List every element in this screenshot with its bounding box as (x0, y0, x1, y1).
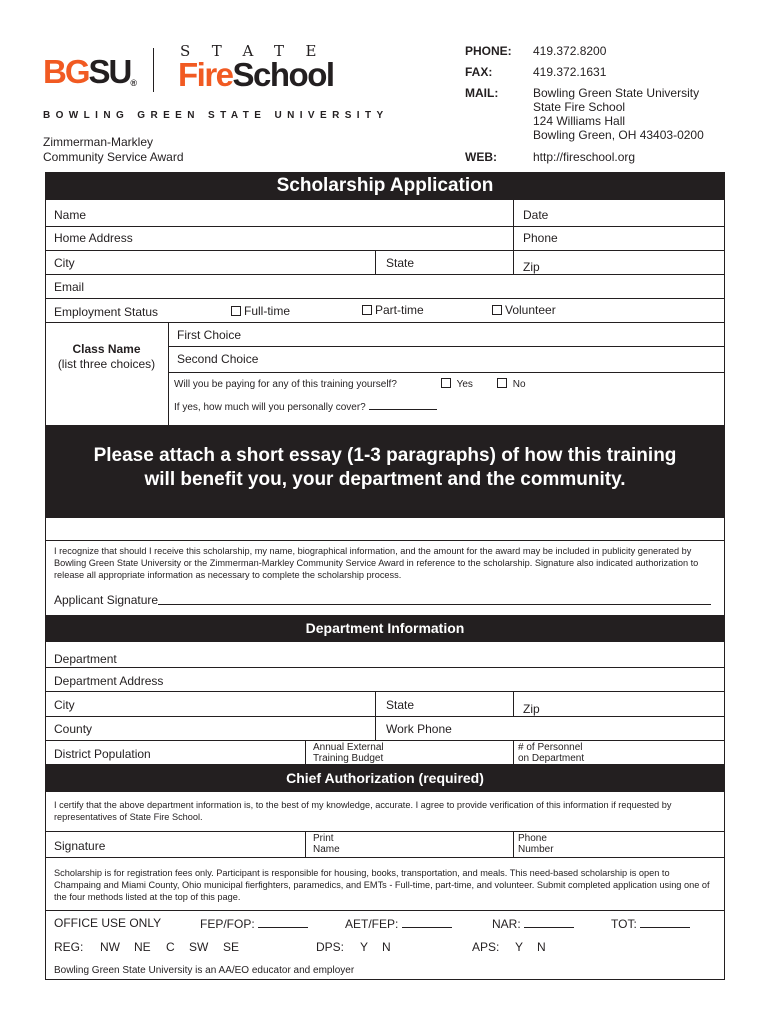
tot-field[interactable]: TOT: (611, 916, 690, 931)
checkbox-icon (441, 378, 451, 388)
checkbox-icon (497, 378, 507, 388)
applicant-signature-field[interactable]: Applicant Signature (54, 593, 718, 607)
work-phone-field[interactable]: Work Phone (386, 722, 452, 736)
reg-sw[interactable]: SW (189, 940, 209, 954)
state-field[interactable]: State (386, 256, 415, 270)
fax-label: FAX: (465, 65, 493, 79)
department-address-field[interactable]: Department Address (54, 674, 164, 688)
department-field[interactable]: Department (54, 652, 117, 666)
office-use-label: OFFICE USE ONLY (54, 916, 162, 930)
checkbox-icon (231, 306, 241, 316)
university-name: BOWLING GREEN STATE UNIVERSITY (43, 110, 389, 121)
phone-label: PHONE: (465, 44, 512, 58)
form-title: Scholarship Application (45, 172, 725, 200)
dps-no[interactable]: N (382, 940, 391, 954)
fax-value: 419.372.1631 (533, 65, 607, 79)
mail-address: Bowling Green State University State Fire School 124 Williams Hall Bowling Green, OH 43403-0200 (533, 86, 704, 142)
name-field[interactable]: Name (54, 208, 87, 222)
second-choice-field[interactable]: Second Choice (177, 352, 259, 366)
aet-fep-field[interactable]: AET/FEP: (345, 916, 452, 931)
scholarship-notice: Scholarship is for registration fees only. Participant is responsible for housing, books, transportation, and meals. This need-based scholarship is open to Champaing and Miami County, Ohio municipal fierfighters, paramedics, and EMTs - Full-time, part-time, and volunteer. Submit completed application using one of the four methods listed at the top of this page. (54, 868, 710, 902)
date-field[interactable]: Date (523, 208, 549, 222)
dept-city-field[interactable]: City (54, 698, 75, 712)
reg-c[interactable]: C (166, 940, 175, 954)
class-name-hint: (list three choices) (57, 357, 156, 371)
phone-value: 419.372.8200 (533, 44, 607, 58)
print-name-field[interactable]: Print Name (313, 833, 340, 855)
recognize-statement: I recognize that should I receive this scholarship, my name, biographical information, and the amount for the award may be included in publicity generated by Bowling Green State University or the Zimmerman-Markley Community Service Award in reference to the scholarship. Signature also indicated authorization to release all appropriate information as necessary to complete the scholarship process. (54, 546, 699, 580)
email-field[interactable]: Email (54, 280, 85, 294)
city-field[interactable]: City (54, 256, 75, 270)
footer-note: Bowling Green State University is an AA/EO educator and employer (54, 965, 355, 976)
web-label: WEB: (465, 150, 497, 164)
fire-school-logo: FireSchool (178, 56, 334, 93)
bgsu-logo: BGSU® (43, 53, 137, 90)
training-budget-field[interactable]: Annual External Training Budget (313, 742, 384, 764)
full-time-checkbox[interactable]: Full-time (231, 304, 290, 318)
reg-ne[interactable]: NE (134, 940, 151, 954)
certify-statement: I certify that the above department information is, to the best of my knowledge, accurate. I agree to provide verification of this information if requested by representatives of State Fire School. (54, 800, 672, 822)
department-info-title: Department Information (45, 615, 725, 642)
phone-field[interactable]: Phone (523, 231, 558, 245)
volunteer-checkbox[interactable]: Volunteer (492, 303, 556, 317)
cover-question: If yes, how much will you personally cover? (174, 398, 437, 413)
chief-signature-field[interactable]: Signature (54, 839, 106, 853)
reg-nw[interactable]: NW (100, 940, 120, 954)
award-name: Zimmerman-Markley Community Service Award (43, 135, 184, 164)
employment-status-label: Employment Status (54, 305, 159, 319)
checkbox-icon (492, 305, 502, 315)
class-name-label: Class Name (72, 342, 141, 356)
part-time-checkbox[interactable]: Part-time (362, 303, 424, 317)
logo-divider (153, 48, 154, 92)
paying-question: Will you be paying for any of this training yourself? (174, 379, 397, 390)
web-link[interactable]: http://fireschool.org (533, 150, 636, 164)
dept-zip-field[interactable]: Zip (523, 702, 540, 716)
aps-no[interactable]: N (537, 940, 546, 954)
cover-amount-input[interactable] (369, 398, 437, 410)
reg-se[interactable]: SE (223, 940, 240, 954)
home-address-field[interactable]: Home Address (54, 231, 133, 245)
fep-fop-field[interactable]: FEP/FOP: (200, 916, 308, 931)
dept-state-field[interactable]: State (386, 698, 415, 712)
reg-label: REG: (54, 940, 84, 954)
aps-label: APS: (472, 940, 500, 954)
dps-yes[interactable]: Y (360, 940, 369, 954)
checkbox-icon (362, 305, 372, 315)
phone-number-field[interactable]: Phone Number (518, 833, 554, 855)
county-field[interactable]: County (54, 722, 93, 736)
paying-yes-checkbox[interactable]: Yes (441, 378, 473, 390)
district-population-field[interactable]: District Population (54, 747, 151, 761)
dps-label: DPS: (316, 940, 345, 954)
chief-authorization-title: Chief Authorization (required) (45, 764, 725, 792)
essay-instructions: Please attach a short essay (1-3 paragraphs) of how this training will benefit you, your department and the community. (45, 425, 725, 518)
mail-label: MAIL: (465, 86, 499, 100)
first-choice-field[interactable]: First Choice (177, 328, 242, 342)
logo-state-text: STATE (180, 42, 338, 60)
aps-yes[interactable]: Y (515, 940, 524, 954)
zip-field[interactable]: Zip (523, 260, 540, 274)
nar-field[interactable]: NAR: (492, 916, 574, 931)
paying-no-checkbox[interactable]: No (497, 378, 526, 390)
personnel-count-field[interactable]: # of Personnel on Department (518, 742, 585, 764)
